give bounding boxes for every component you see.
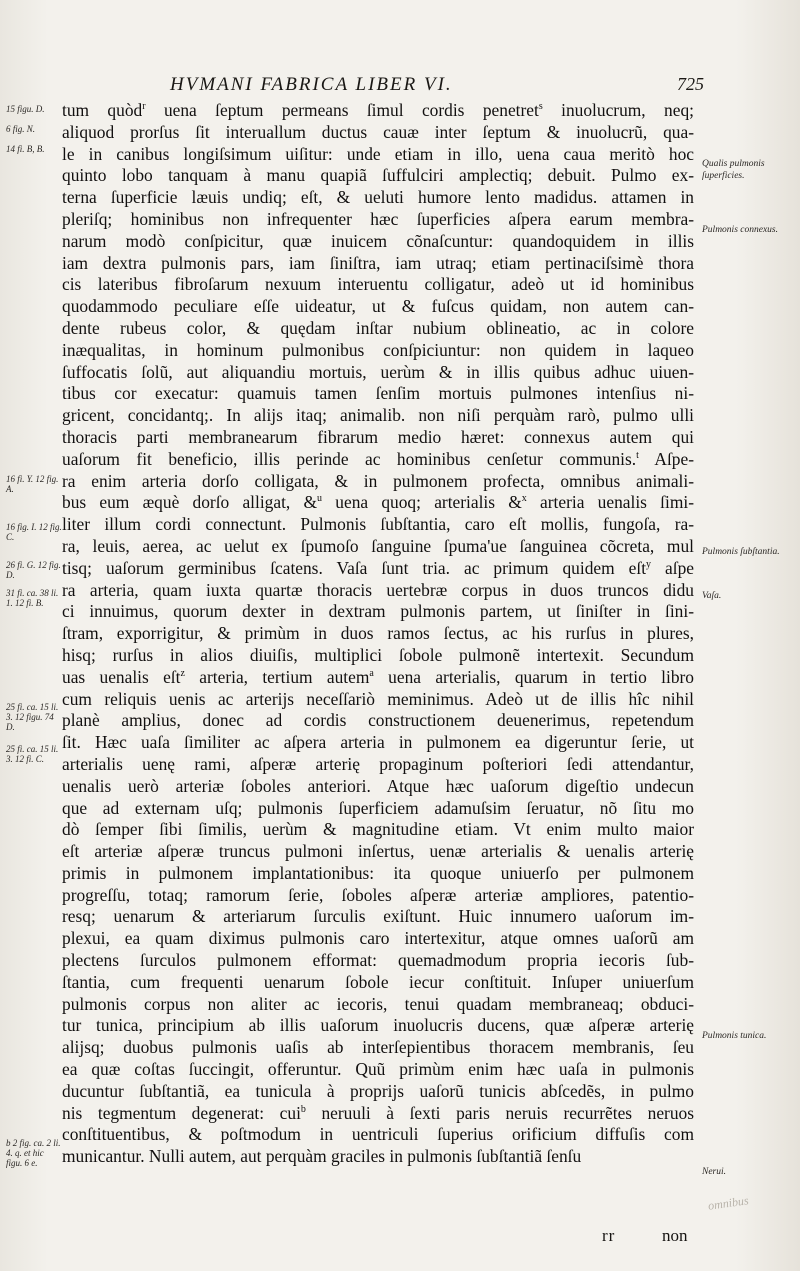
text-line: thoracis parti membranearum fibrarum medio hæret: connexus autem qui (62, 426, 694, 447)
text-line: municantur. Nulli autem, aut perquàm graciles in pulmonis ſubſtantiã ſenſu (62, 1146, 582, 1167)
margin-note-right: Nerui. (702, 1167, 727, 1177)
text-line: gricent, concidantq;. In alijs itaq; animalib. non niſi perquàm rarò, pulmo ulli (62, 405, 694, 426)
margin-note-left: 25 fi. ca. 15 li. 3. 12 fi. C. (6, 744, 59, 764)
body-text (62, 100, 694, 1230)
text-line: ra enim arteria dorſo colligata, & in pulmonem profecta, omnibus animali- (62, 470, 694, 491)
text-line: ſuffocatis ſolũ, aut aliquandiu mortuis, uerùm & in illis quibus adhuc uiuen- (62, 361, 694, 382)
margin-note-left: 26 fi. G. 12 fig. D. (6, 560, 61, 580)
margin-note-right: Qualis pulmonis ſuperficies. (702, 159, 765, 181)
text-line: progreſſu, totaq; ramorum ſerie, ſoboles aſperæ arteriæ ampliores, patentio- (62, 884, 694, 905)
catchword: non (662, 1226, 688, 1245)
text-line: plexui, ea quam diximus pulmonis caro intertexitur, atque omnes uaſorũ am (62, 928, 694, 949)
text-line: plectens ſurculos pulmonem efformat: quemadmodum propria iecoris ſub- (62, 950, 694, 971)
signature-mark: rr (602, 1226, 616, 1245)
text-line: iam dextra pulmonis pars, iam ſiniſtra, iam utraq; etiam pertinaciſsimè thora (62, 252, 694, 273)
text-line: conſtituentibus, & poſtmodum in uentriculi ſuperius orificium diffuſis com (62, 1124, 694, 1145)
text-line: pleriſq; hominibus non infrequenter hæc ſuperficies aſpera earum membra- (62, 208, 694, 229)
text-line: arterialis uenę rami, aſperæ arterię propaginum poſteriori ſedi attendantur, (62, 753, 694, 774)
text-line: narum modò conſpicitur, quæ inuicem cõnaſcuntur: quandoquidem in illis (62, 230, 694, 251)
text-line: ſtram, exporrigitur, & primùm in duos ramos ſectus, ac his rurſus in plures, (62, 623, 694, 644)
text-line: ci innuimus, quorum dexter in dextram pulmonis partem, ut ſiniſter in ſini- (62, 601, 694, 622)
text-line: dò ſemper ſibi ſimilis, uerùm & magnitudine etiam. Vt enim multo maior (62, 819, 694, 840)
text-line: cis lateribus fibroſarum nexuum interuentu colligatur, adeò ut id hominibus (62, 274, 694, 295)
margin-note-right: Pulmonis connexus. (702, 225, 778, 235)
left-margin-notes (0, 0, 60, 1271)
margin-note-left: b 2 fig. ca. 2 li. 4. q. et hic figu. 6 e. (6, 1138, 61, 1168)
text-line: que ad externam uſq; pulmonis ſuperficiem adamuſsim ſeruatur, nõ ſitu mo (62, 797, 694, 818)
text-line: primis in pulmonem implantationibus: ita quoque uniuerſo per pulmonem (62, 862, 694, 883)
text-line: tum quòd$^r$ uena ſeptum permeans ſimul cordis penetret$^s$ inuolucrum, neq; (62, 100, 694, 120)
margin-note-left: 31 fi. ca. 38 li. 1. 12 fi. B. (6, 588, 59, 608)
margin-note-right: Pulmonis ſubſtantia. (702, 547, 780, 557)
text-line: tur tunica, principium ab illis uaſorum inuolucris ducens, quæ aſperæ arterię (62, 1015, 694, 1036)
margin-note-right: Pulmonis tunica. (702, 1031, 767, 1041)
text-line: ſtantia, cum frequenti uenarum ſobole iecur conſtituit. Inſuper uniuerſum (62, 971, 694, 992)
margin-note-left: 25 fi. ca. 15 li. 3. 12 figu. 74 D. (6, 702, 59, 732)
text-line: tisq; uaſorum germinibus ſcatens. Vaſa ſunt tria. ac primum quidem eſt$^y$ aſpe (62, 557, 694, 578)
text-line: bus eum æquè dorſo alligat, &$^u$ uena quoq; arterialis &$^x$ arteria uenalis ſimi- (62, 492, 694, 513)
margin-note-left: 15 figu. D. (6, 104, 45, 114)
running-title: HVMANI FABRICA LIBER VI. (170, 74, 453, 95)
text-line: alijsq; duobus pulmonis uaſis ab interſepientibus thoracem membranis, ſeu (62, 1037, 694, 1058)
text-line: uenalis uerò arteriæ ſoboles anteriori. Atque hæc uaſorum digeſtio undecun (62, 775, 694, 796)
text-line: planè amplius, donec ad cordis constructionem deuenerimus, repetendum (62, 710, 694, 731)
text-line: pulmonis corpus non aliter ac iecoris, tenui quadam membraneaq; obduci- (62, 993, 694, 1014)
text-line: ra arteria, quam iuxta quartæ thoracis uertebræ corpus in duos truncos didu (62, 579, 694, 600)
text-line: quinto lobo tanquam à manu quapiã ſuffulciri amplectiq; debuit. Pulmo ex- (62, 165, 694, 186)
text-line: liter illum cordi connectunt. Pulmonis ſubſtantia, caro eſt mollis, fungoſa, ra- (62, 514, 694, 535)
text-line: ſit. Hæc uaſa ſimiliter ac aſpera arteria in pulmonem ea digeruntur ſerie, ut (62, 732, 694, 753)
margin-note-right: Vaſa. (702, 591, 722, 601)
text-line: ra, leuis, aerea, ac uelut ex ſpumoſo ſanguine ſpuma'ue ſanguinea cõcreta, mul (62, 535, 694, 556)
margin-note-left: 16 fig. I. 12 fig. C. (6, 522, 62, 542)
text-line: tibus cor execatur: quamuis tamen ſenſim mortuis pulmones intenſius ni- (62, 383, 694, 404)
text-line: cum reliquis uenis ac arterijs neceſſariò meminimus. Adeò ut de illis hîc nihil (62, 688, 694, 709)
text-line: hisq; rurſus in alios diuiſis, multiplici ſobole pulmonẽ intertexit. Secundum (62, 644, 694, 665)
margin-note-left: 14 fi. B, B. (6, 144, 45, 154)
text-line: resq; uenarum & arteriarum ſurculis exiſtunt. Huic innumero uaſorum im- (62, 906, 694, 927)
page-header (170, 74, 704, 100)
bleed-through-text: omnibus (707, 1193, 750, 1213)
text-line: le in canibus longiſsimum uiſitur: unde etiam in illo, uena caua meritò hoc (62, 143, 694, 164)
text-line: quodammodo peculiare eſſe uideatur, ut & fuſcus quidam, non autem can- (62, 296, 694, 317)
right-margin-notes (700, 0, 800, 1271)
text-line: eſt arteriæ aſperæ truncus pulmoni inſertus, uenæ arterialis & uenalis arterię (62, 841, 694, 862)
text-line: uas uenalis eſt$^z$ arteria, tertium autem$^a$ uena arterialis, quarum in tertio libro (62, 666, 694, 687)
text-line: uaſorum fit beneficio, illis perinde ac hominibus cenſetur communis.$^t$ Aſpe- (62, 448, 694, 469)
text-line: dente rubeus color, & quędam inſtar nubium oblineatio, ac in colore (62, 317, 694, 338)
text-line: terna ſuperficie læuis undiq; eſt, & ueluti humore lento madidus. attamen in (62, 187, 694, 208)
text-line: ea quæ coſtas ſuccingit, offeruntur. Quũ primùm enim hæc uaſa in pulmonis (62, 1059, 694, 1080)
margin-note-left: 16 fi. Y. 12 fig. A. (6, 474, 59, 494)
text-line: nis tegmentum degenerat: cui$^b$ neruuli à ſexti paris neruis recurrẽtes neruos (62, 1102, 694, 1123)
text-line: aliquod prorſus ſit interuallum ductus cauæ inter ſeptum & inuolucrũ, qua- (62, 121, 694, 142)
page-footer (540, 1226, 720, 1250)
page-number: 725 (677, 74, 704, 94)
margin-note-left: 6 fig. N. (6, 124, 36, 134)
text-line: ducuntur ſubſtantiã, ea tunicula à proprijs uaſorũ tunicis abſcedẽs, in pulmo (62, 1080, 694, 1101)
text-line: inæqualitas, in hominum pulmonibus conſpiciuntur: non quidem in laqueo (62, 339, 694, 360)
